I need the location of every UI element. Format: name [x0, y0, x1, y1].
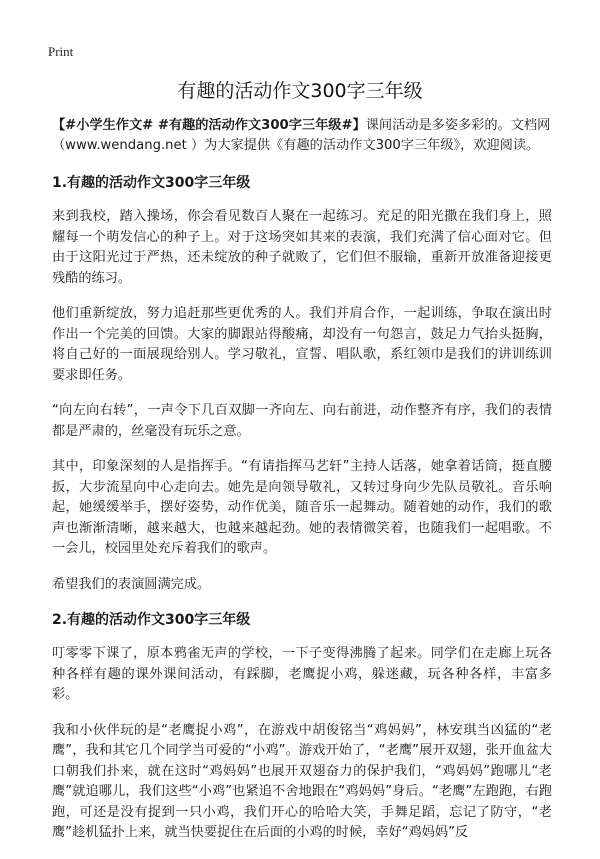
intro-paragraph [52, 116, 552, 155]
intro-text: 课间活动是多姿多彩的。文档网（www.wendang.net ）为大家提供《有趣的活动作文300字三年级》，欢迎阅读。 [52, 118, 551, 153]
intro-tags: 【#小学生作文# #有趣的活动作文300字三年级#】 [52, 118, 366, 133]
page-title: 有趣的活动作文300字三年级 [177, 80, 423, 102]
section-2-paragraph: 叮零零下课了，原本鸦雀无声的学校，一下子变得沸腾了起来。同学们在走廊上玩各种各样有趣的课外课间活动，有踩脚，老鹰捉小鸡，躲迷藏，玩各种各样，丰富多彩。 [52, 646, 552, 702]
section-heading-2: 2.有趣的活动作文300字三年级 [52, 612, 251, 628]
section-heading-1: 1.有趣的活动作文300字三年级 [52, 175, 251, 191]
section-1-paragraph: 希望我们的表演圆满完成。 [52, 576, 211, 592]
section-2-paragraph: 我和小伙伴玩的是“老鹰捉小鸡”，在游戏中胡俊铭当“鸡妈妈”，林安琪当凶猛的“老鹰”，我和其它几个同学当可爱的“小鸡”。游戏开始了，“老鹰”展开双翅，张开血盆大口朝我们扑来，就在这时“鸡妈妈”也展开双翅奋力的保护我们，“鸡妈妈”跑哪儿“老鹰”就追哪儿，我们这些“小鸡”也紧追不舍地跟在“鸡妈妈”身后。“老鹰”左跑跑，右跑跑，可还是没有捉到一只小鸡，我们开心的哈哈大笑，手舞足蹈，忘记了防守，“老鹰”趁机猛扑上来，就当快要捉住在后面的小鸡的时候，幸好“鸡妈妈”反 [52, 722, 552, 840]
section-1-paragraph: “向左向右转”，一声令下几百双脚一齐向左、向右前进，动作整齐有序，我们的表情都是严肃的，丝毫没有玩乐之意。 [52, 403, 552, 439]
article-body [52, 116, 552, 859]
section-1-paragraph: 来到我校，踏入操场，你会看见数百人聚在一起练习。充足的阳光撒在我们身上，照耀每一个萌发信心的种子上。对于这场突如其来的表演，我们充满了信心面对它。但由于这阳光过于严热，还未绽放的种子就败了，它们但不服输，重新开放准备迎接更残酷的练习。 [52, 209, 552, 286]
section-1-paragraph: 他们重新绽放，努力追赶那些更优秀的人。我们并肩合作，一起训练，争取在演出时作出一个完美的回馈。大家的脚跟站得酸痛，却没有一句怨言，鼓足力气抬头挺胸，将自己好的一面展现给别人。学习敬礼，宣誓、唱队歌，系红领巾是我们的讲训练训要求即任务。 [52, 306, 552, 383]
print-link[interactable]: Print [48, 44, 74, 59]
section-1-paragraph: 其中，印象深刻的人是指挥手。“有请指挥马艺轩”主持人话落，她拿着话筒，挺直腰扳，大步流星向中心走向去。她先是向领导敬礼，又转过身向少先队员敬礼。音乐响起，她缓缓举手，摆好姿势，动作优美，随音乐一起舞动。随着她的动作，我们的歌声也渐渐清晰，越来越大，也越来越起劲。她的表情微笑着，也随我们一起唱歌。不一会儿，校园里处充斥着我们的歌声。 [52, 459, 552, 556]
